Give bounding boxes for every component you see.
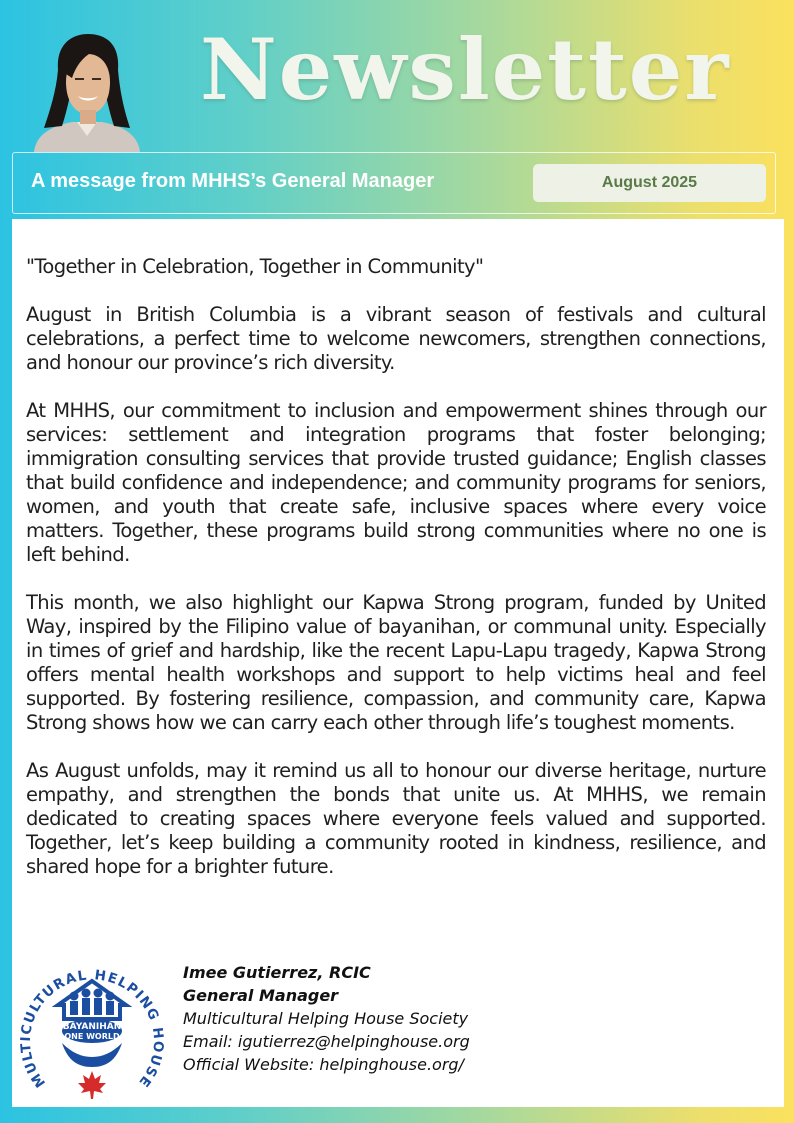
signature-organization: Multicultural Helping House Society: [183, 1009, 469, 1028]
signature-block: [183, 961, 470, 1076]
date-badge: August 2025: [533, 164, 766, 202]
paragraph-services: At MHHS, our commitment to inclusion and empowerment shines through our services: settlement and integration programs that foster belonging; immigration consulting services that provide trusted guidance; English classes that build confidence and independence; and community programs for seniors, women, and youth that create safe, inclusive spaces where every voice matters. Together, these programs build strong communities where no one is left behind.: [26, 399, 766, 566]
newsletter-title: Newsletter: [200, 20, 731, 119]
avatar: [22, 30, 152, 152]
logo-emblem: [12, 921, 172, 1107]
logo-ring-text: MULTICULTURAL HELPING HOUSE: [17, 967, 167, 1091]
message-body: [26, 255, 766, 903]
portrait-image: [22, 30, 152, 152]
signature-website[interactable]: Official Website: helpinghouse.org/: [183, 1055, 464, 1074]
signature-name: Imee Gutierrez, RCIC: [183, 963, 371, 982]
logo-inner-line2: ONE WORLD: [64, 1032, 120, 1041]
banner-heading: A message from MHHS’s General Manager: [31, 170, 435, 192]
mhhs-logo: [12, 921, 172, 1107]
content-panel: [12, 219, 784, 1107]
logo-inner-line1: BAYANIHAN: [62, 1022, 122, 1032]
maple-leaf-icon: [78, 1071, 106, 1099]
paragraph-intro: August in British Columbia is a vibrant season of festivals and cultural celebrations, a perfect time to welcome newcomers, strengthen connections, and honour our province’s rich diversity.: [26, 303, 766, 374]
signature-email[interactable]: Email: igutierrez@helpinghouse.org: [183, 1032, 470, 1051]
message-banner: [12, 152, 776, 214]
paragraph-closing: As August unfolds, may it remind us all to honour our diverse heritage, nurture empathy, and strengthen the bonds that unite us. At MHHS, we remain dedicated to creating spaces where everyone feels valued and supported. Together, let’s keep building a community rooted in kindness, resilience, and shared hope for a brighter future.: [26, 759, 766, 878]
paragraph-kapwa-strong: This month, we also highlight our Kapwa Strong program, funded by United Way, inspired by the Filipino value of bayanihan, or communal unity. Especially in times of grief and hardship, like the recent Lapu-Lapu tragedy, Kapwa Strong offers mental health workshops and support to help victims heal and feel supported. By fostering resilience, compassion, and community care, Kapwa Strong shows how we can carry each other through life’s toughest moments.: [26, 591, 766, 734]
message-quote: "Together in Celebration, Together in Community": [26, 255, 484, 278]
signature-role: General Manager: [183, 986, 339, 1005]
